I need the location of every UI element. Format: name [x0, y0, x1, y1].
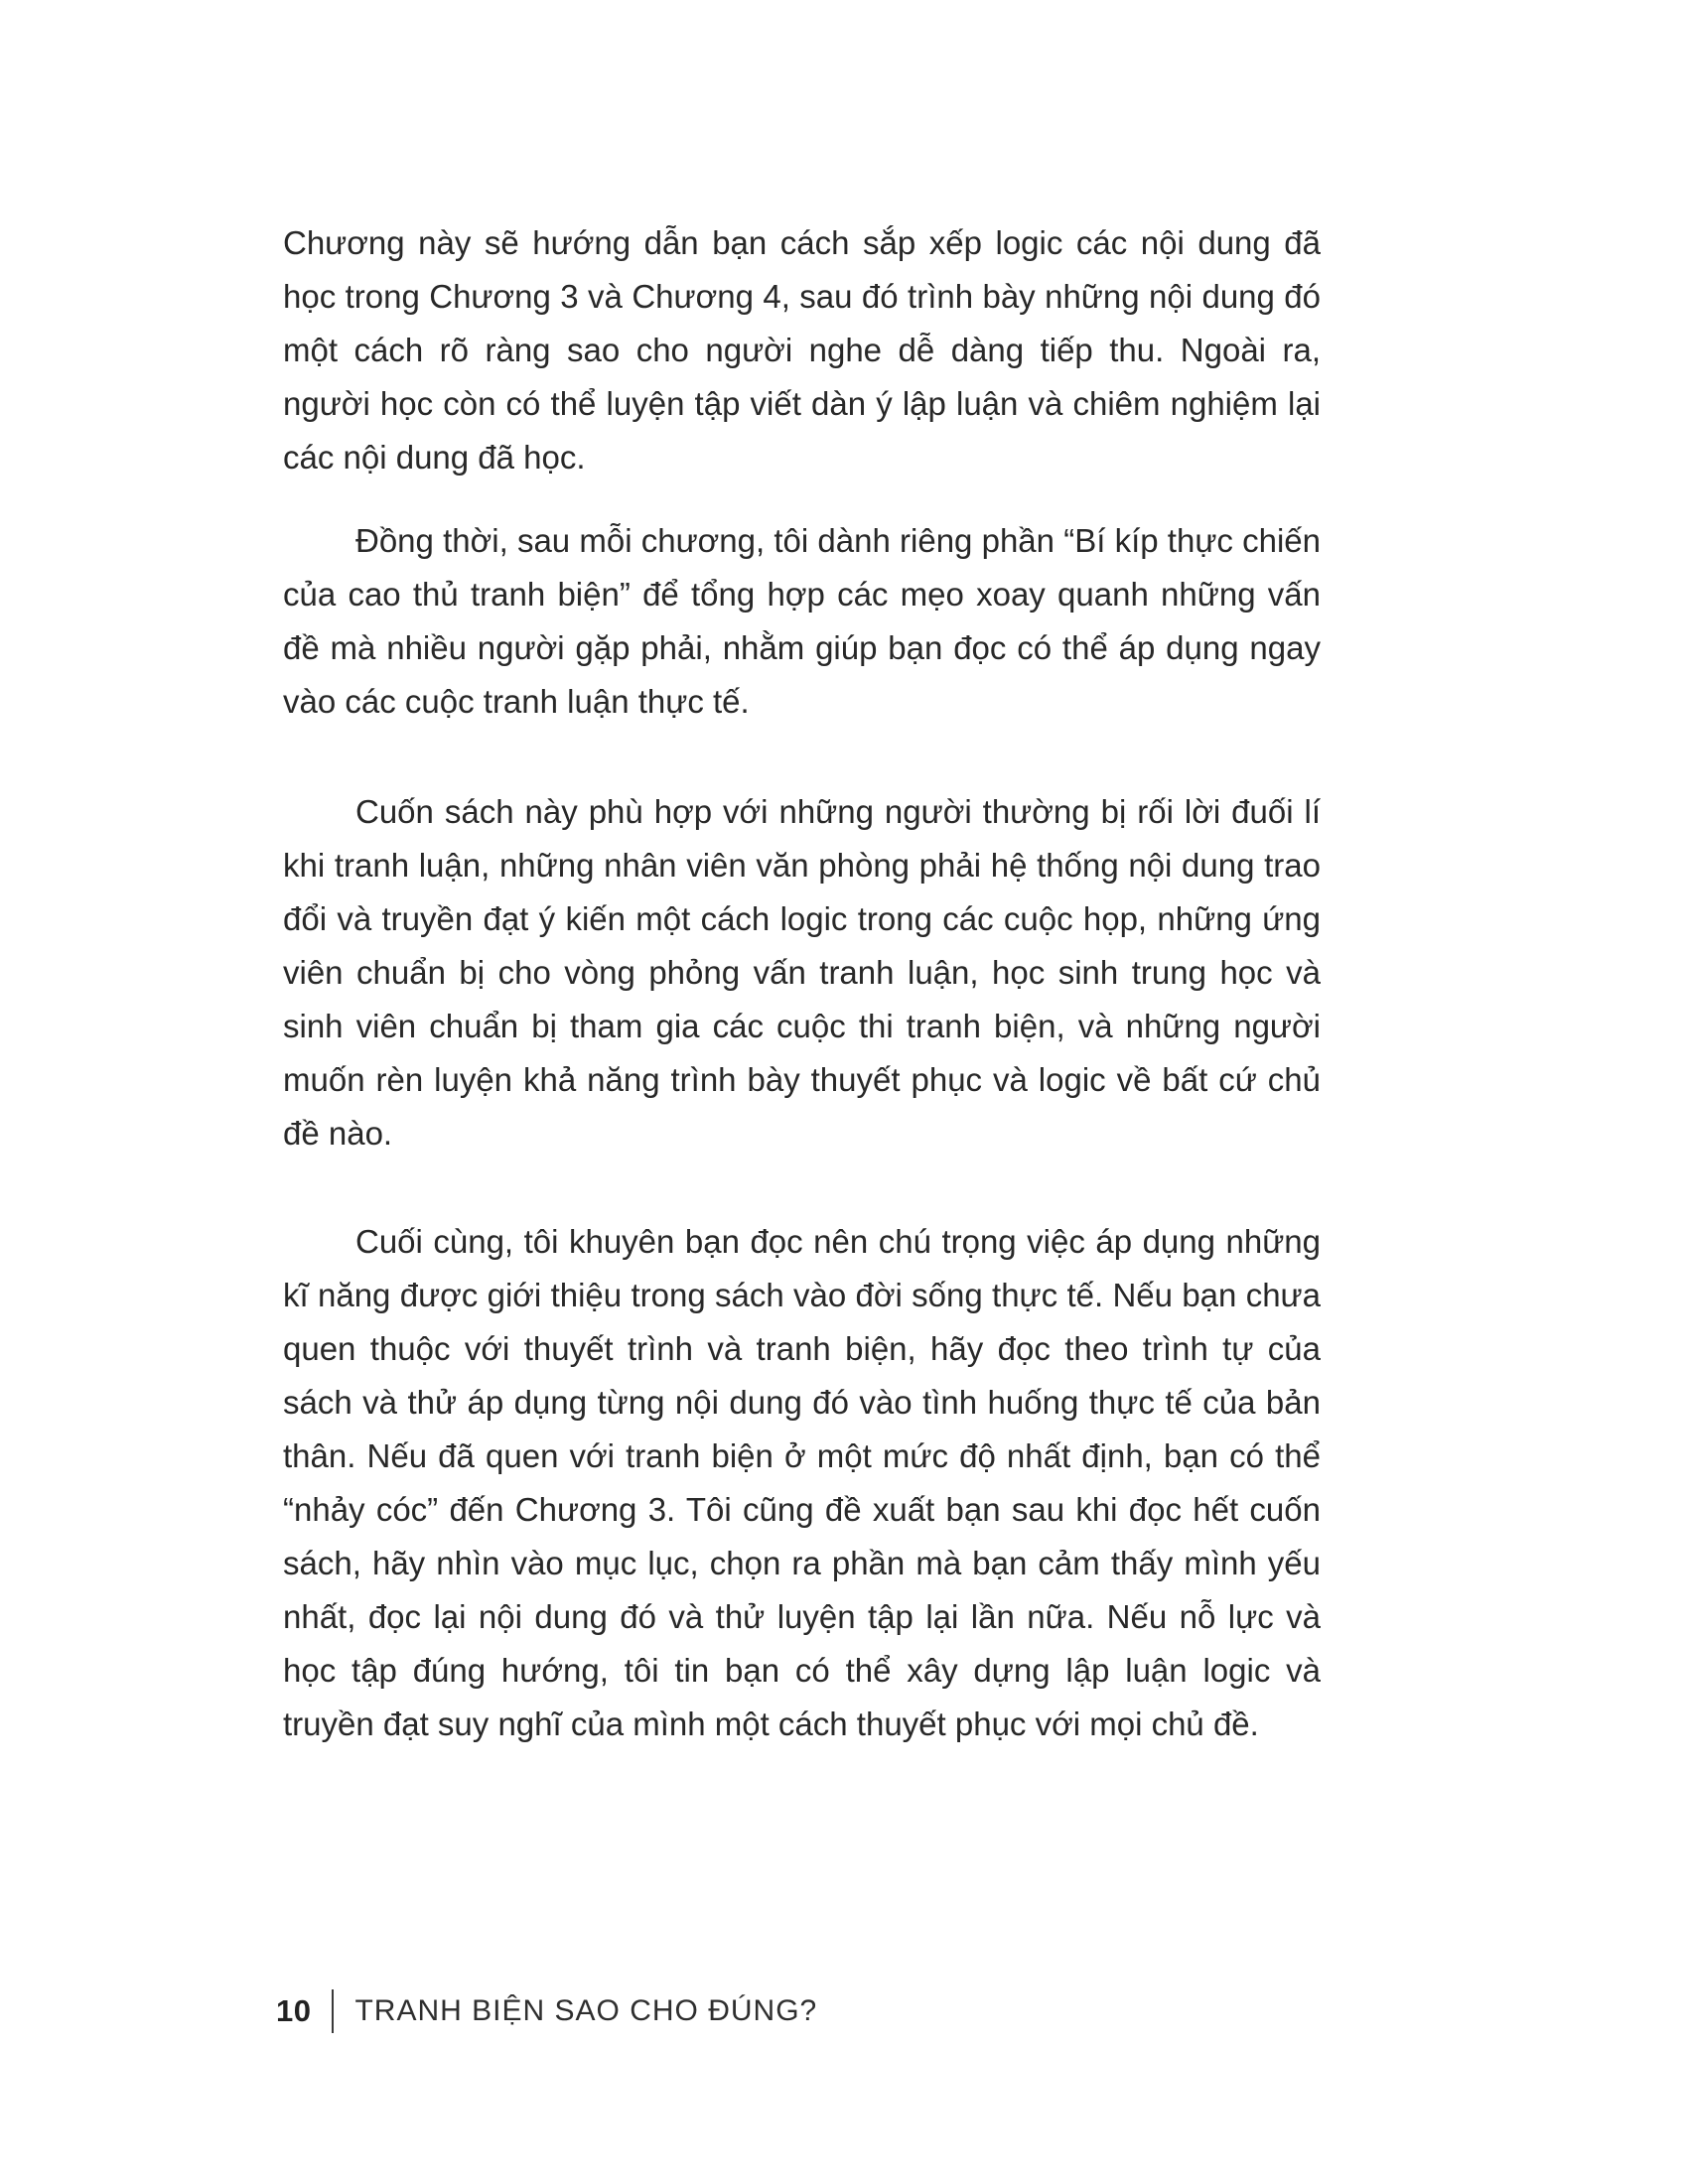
body-paragraph-1: Chương này sẽ hướng dẫn bạn cách sắp xếp logic các nội dung đã học trong Chương 3 và Chương 4, sau đó trình bày những nội dung đó một cách rõ ràng sao cho người nghe dễ dàng tiếp thu. Ngoài ra, người học còn có thể luyện tập viết dàn ý lập luận và chiêm nghiệm lại các nội dung đã học. [283, 224, 1321, 476]
body-paragraph-4: Cuối cùng, tôi khuyên bạn đọc nên chú trọng việc áp dụng những kĩ năng được giới thiệu trong sách vào đời sống thực tế. Nếu bạn chưa quen thuộc với thuyết trình và tranh biện, hãy đọc theo trình tự của sách và thử áp dụng từng nội dung đó vào tình huống thực tế của bản thân. Nếu đã quen với tranh biện ở một mức độ nhất định, bạn có thể “nhảy cóc” đến Chương 3. Tôi cũng đề xuất bạn sau khi đọc hết cuốn sách, hãy nhìn vào mục lục, chọn ra phần mà bạn cảm thấy mình yếu nhất, đọc lại nội dung đó và thử luyện tập lại lần nữa. Nếu nỗ lực và học tập đúng hướng, tôi tin bạn có thể xây dựng lập luận logic và truyền đạt suy nghĩ của mình một cách thuyết phục với mọi chủ đề. [283, 1223, 1321, 1742]
page-number: 10 [276, 1993, 312, 2028]
body-text-block [283, 216, 1321, 1751]
page-footer [276, 1985, 817, 2037]
body-paragraph-3: Cuốn sách này phù hợp với những người thường bị rối lời đuối lí khi tranh luận, những nhân viên văn phòng phải hệ thống nội dung trao đổi và truyền đạt ý kiến một cách logic trong các cuộc họp, những ứng viên chuẩn bị cho vòng phỏng vấn tranh luận, học sinh trung học và sinh viên chuẩn bị tham gia các cuộc thi tranh biện, và những người muốn rèn luyện khả năng trình bày thuyết phục và logic về bất cứ chủ đề nào. [283, 793, 1321, 1152]
body-paragraph-2: Đồng thời, sau mỗi chương, tôi dành riêng phần “Bí kíp thực chiến của cao thủ tranh biện” để tổng hợp các mẹo xoay quanh những vấn đề mà nhiều người gặp phải, nhằm giúp bạn đọc có thể áp dụng ngay vào các cuộc tranh luận thực tế. [283, 522, 1321, 720]
running-title: TRANH BIỆN SAO CHO ĐÚNG? [354, 1994, 818, 2027]
footer-divider [332, 1989, 334, 2033]
